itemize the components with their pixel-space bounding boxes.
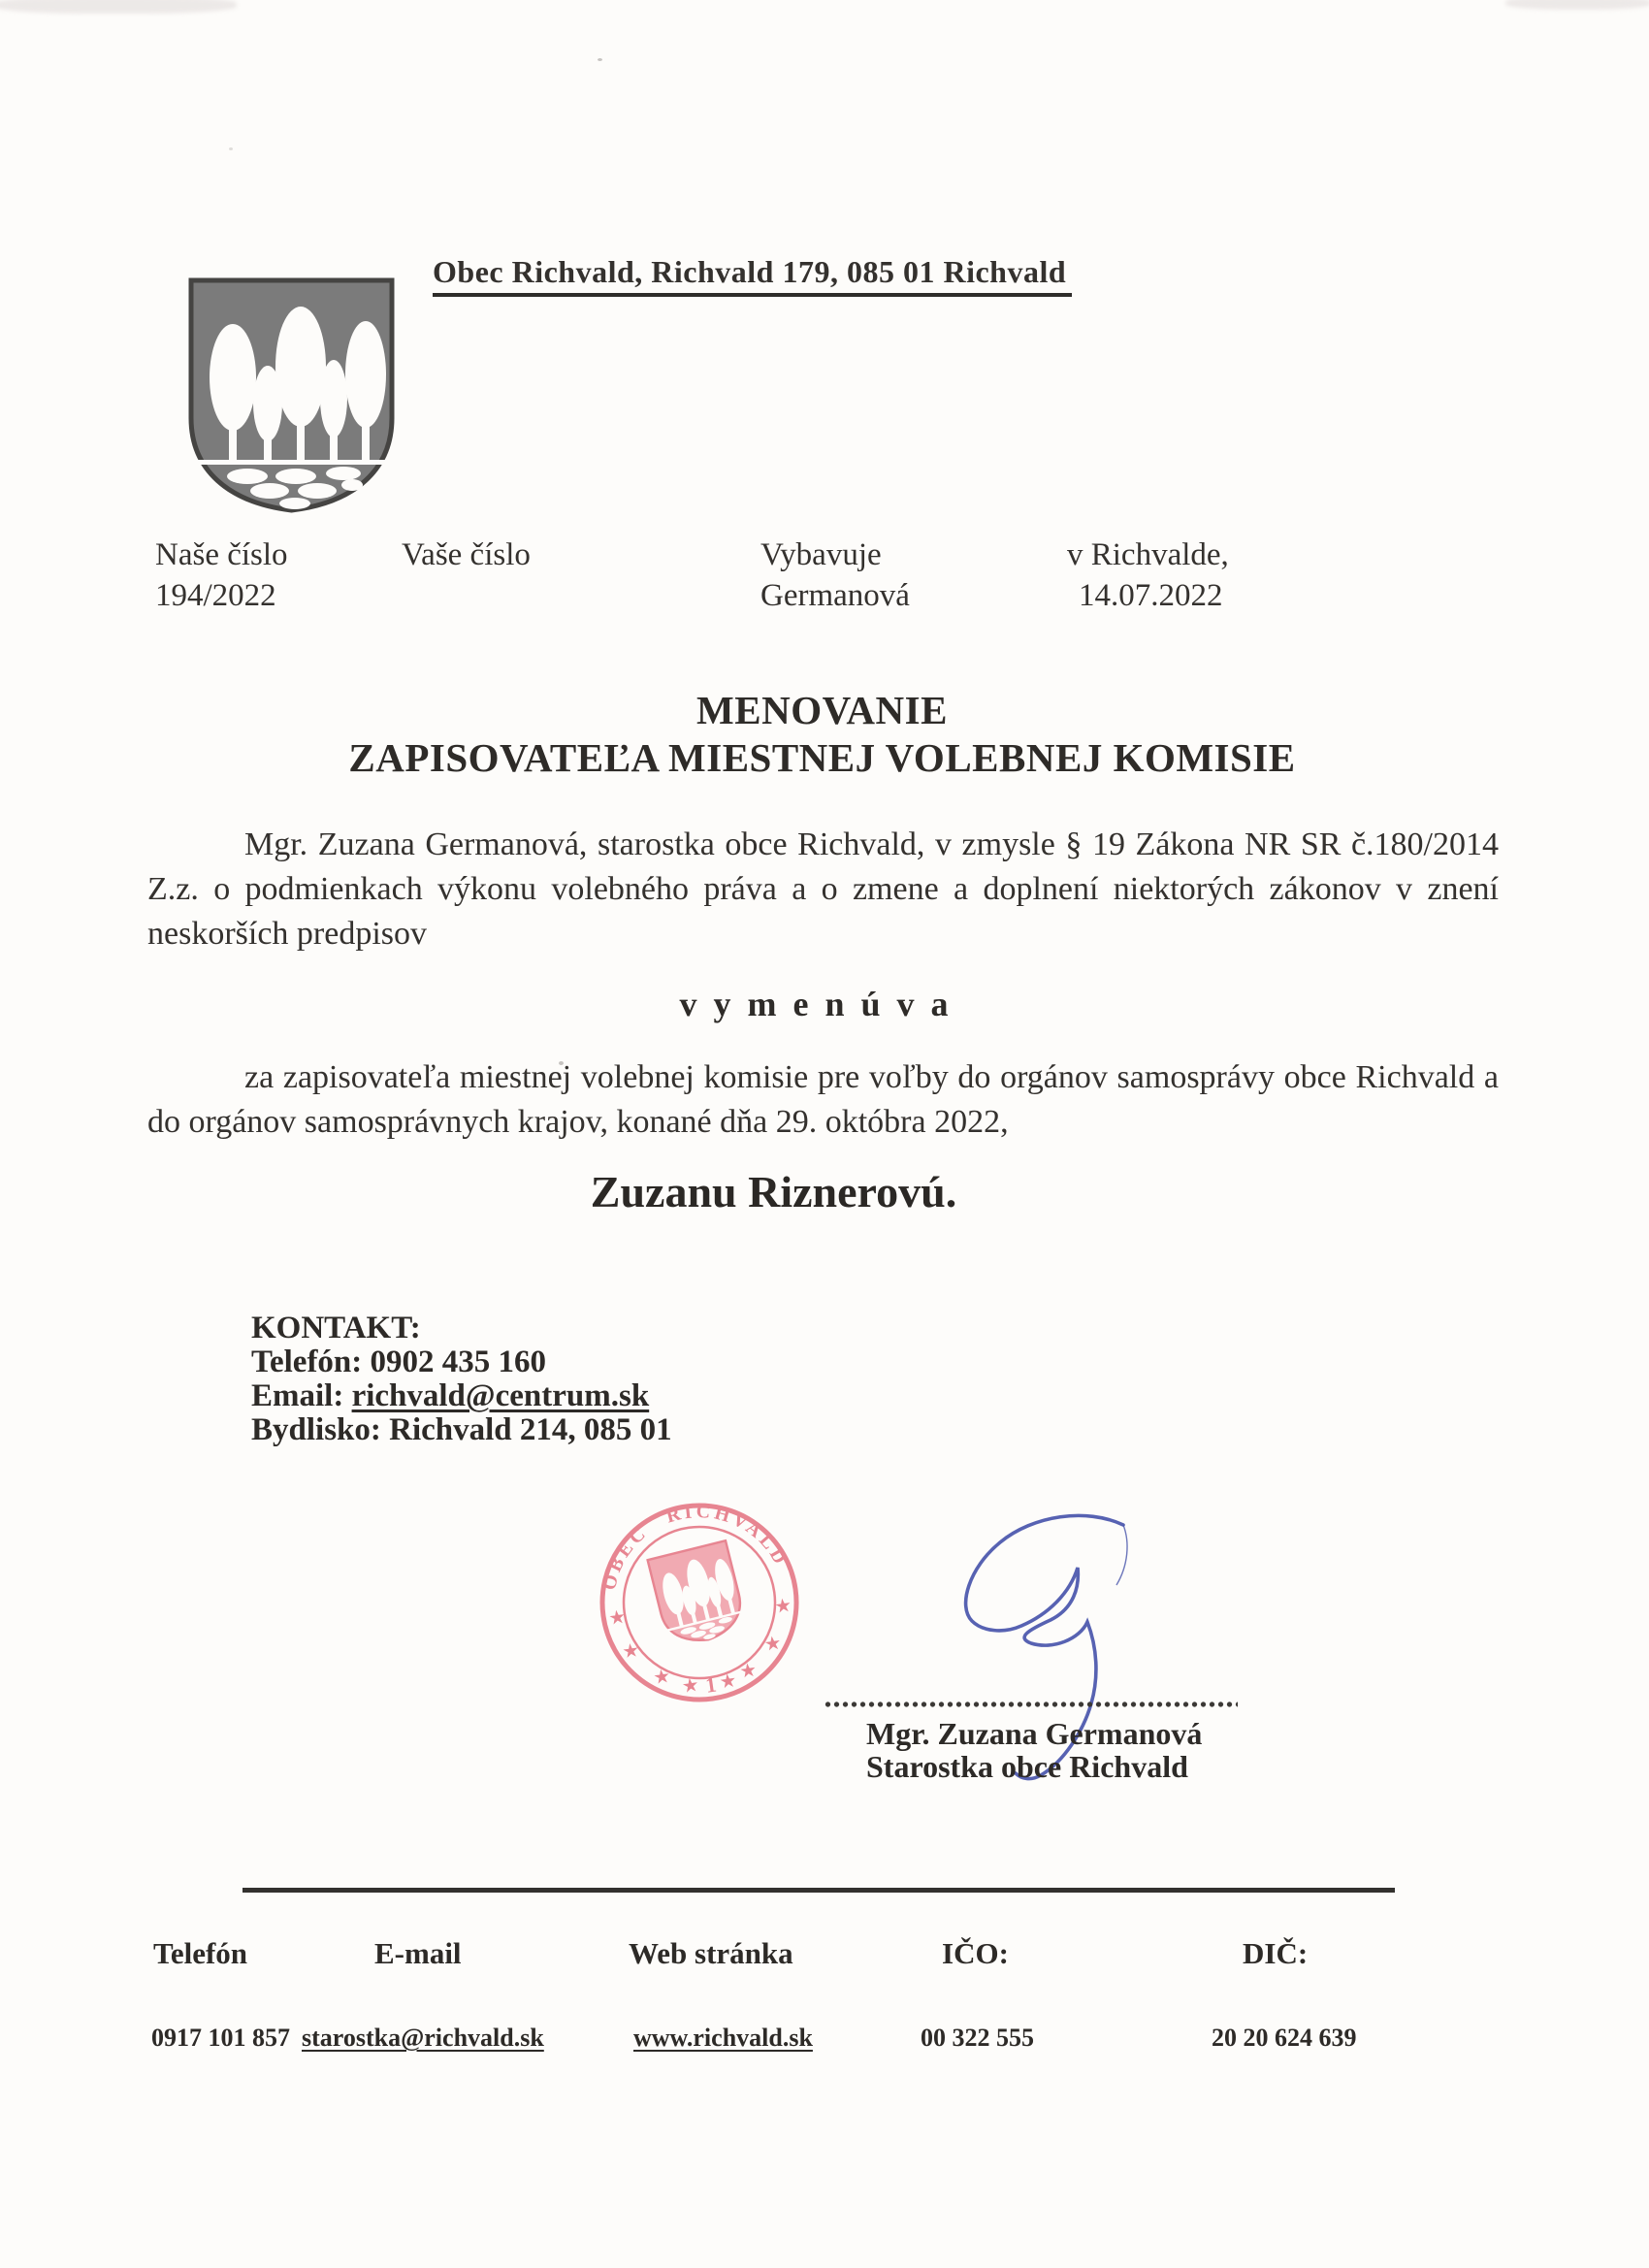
footer-web-value: www.richvald.sk bbox=[633, 2024, 813, 2052]
star-icon: ★ bbox=[681, 1675, 699, 1697]
contact-address-label: Bydlisko: bbox=[251, 1412, 390, 1447]
contact-block bbox=[251, 1312, 672, 1447]
paragraph-intro: Mgr. Zuzana Germanová, starostka obce Richvald, v zmysle § 19 Zákona NR SR č.180/2014 Z.z. o podmienkach výkonu volebného práva a o zmene a doplnení niektorých zákonov v znení neskorších predpisov bbox=[147, 826, 1499, 952]
signature-hairline bbox=[1116, 1525, 1127, 1585]
appoint-word: vymenúva bbox=[679, 985, 965, 1023]
star-icon: ★ bbox=[774, 1596, 792, 1616]
contact-phone-value: 0902 435 160 bbox=[370, 1345, 547, 1379]
letterhead-org-line: Obec Richvald, Richvald 179, 085 01 Richvald bbox=[433, 254, 1072, 297]
contact-heading: KONTAKT: bbox=[251, 1311, 421, 1345]
footer-ico-label: IČO: bbox=[942, 1936, 1009, 1970]
ground-line bbox=[195, 460, 388, 465]
document-title-line1: MENOVANIE bbox=[696, 688, 948, 732]
footer-email-label: E-mail bbox=[374, 1936, 462, 1970]
footer-ico-value: 00 322 555 bbox=[921, 2024, 1034, 2052]
document-title bbox=[146, 687, 1499, 782]
footer-divider bbox=[242, 1888, 1395, 1893]
footer-dic-value: 20 20 624 639 bbox=[1212, 2024, 1357, 2052]
contact-address-row bbox=[251, 1413, 672, 1447]
star-icon: ★ bbox=[719, 1670, 737, 1692]
contact-phone-row bbox=[251, 1345, 672, 1379]
ref-place-label: v Richvalde, bbox=[1067, 537, 1229, 572]
contact-email-label: Email: bbox=[251, 1378, 352, 1413]
contact-phone-label: Telefón: bbox=[251, 1345, 371, 1379]
footer-dic-label: DIČ: bbox=[1243, 1936, 1309, 1970]
official-stamp bbox=[596, 1499, 803, 1706]
coat-of-arms-richvald bbox=[187, 276, 396, 514]
signatory-title: Starostka obce Richvald bbox=[866, 1749, 1188, 1784]
paragraph-appointment: za zapisovateľa miestnej volebnej komisie pre voľby do orgánov samosprávy obce Richvald a do orgánov samosprávnych krajov, konané dňa 29. októbra 2022, bbox=[147, 1059, 1499, 1140]
scan-speck bbox=[229, 147, 233, 150]
star-icon: ★ bbox=[653, 1667, 671, 1688]
contact-email-value: richvald@centrum.sk bbox=[351, 1378, 650, 1413]
footer-email-value: starostka@richvald.sk bbox=[302, 2024, 544, 2052]
stamp-shield bbox=[648, 1540, 748, 1649]
scan-speck bbox=[598, 58, 602, 61]
stamp-circle-text: OBEC RICHVALD bbox=[598, 1500, 792, 1593]
footer-web-label: Web stránka bbox=[629, 1936, 793, 1970]
appointee-name: Zuzanu Riznerovú. bbox=[590, 1167, 957, 1216]
signatory-name: Mgr. Zuzana Germanová bbox=[866, 1716, 1203, 1751]
contact-email-row bbox=[251, 1379, 672, 1413]
signature-dotted-line bbox=[824, 1700, 1238, 1707]
ref-handler-value: Germanová bbox=[760, 578, 910, 613]
tree-crowns bbox=[210, 307, 386, 441]
star-icon: ★ bbox=[763, 1633, 782, 1654]
ref-handler-label: Vybavuje bbox=[760, 537, 882, 572]
ref-your-number-label: Vaše číslo bbox=[402, 537, 531, 572]
scan-smudge bbox=[1505, 0, 1649, 10]
star-icon: ★ bbox=[608, 1606, 627, 1628]
ref-our-number-value: 194/2022 bbox=[155, 578, 276, 613]
footer-phone-value: 0917 101 857 bbox=[151, 2024, 290, 2052]
stamp-bottom-number: 1 bbox=[703, 1671, 719, 1698]
signatory-block bbox=[866, 1717, 1202, 1783]
scan-smudge bbox=[0, 0, 237, 14]
ref-date-value: 14.07.2022 bbox=[1079, 578, 1223, 613]
document-title-line2: ZAPISOVATEĽA MIESTNEJ VOLEBNEJ KOMISIE bbox=[348, 735, 1296, 780]
ref-our-number-label: Naše číslo bbox=[155, 537, 288, 572]
contact-address-value: Richvald 214, 085 01 bbox=[389, 1412, 672, 1447]
footer-phone-label: Telefón bbox=[153, 1936, 248, 1970]
star-icon: ★ bbox=[622, 1640, 640, 1662]
star-icon: ★ bbox=[739, 1660, 758, 1681]
